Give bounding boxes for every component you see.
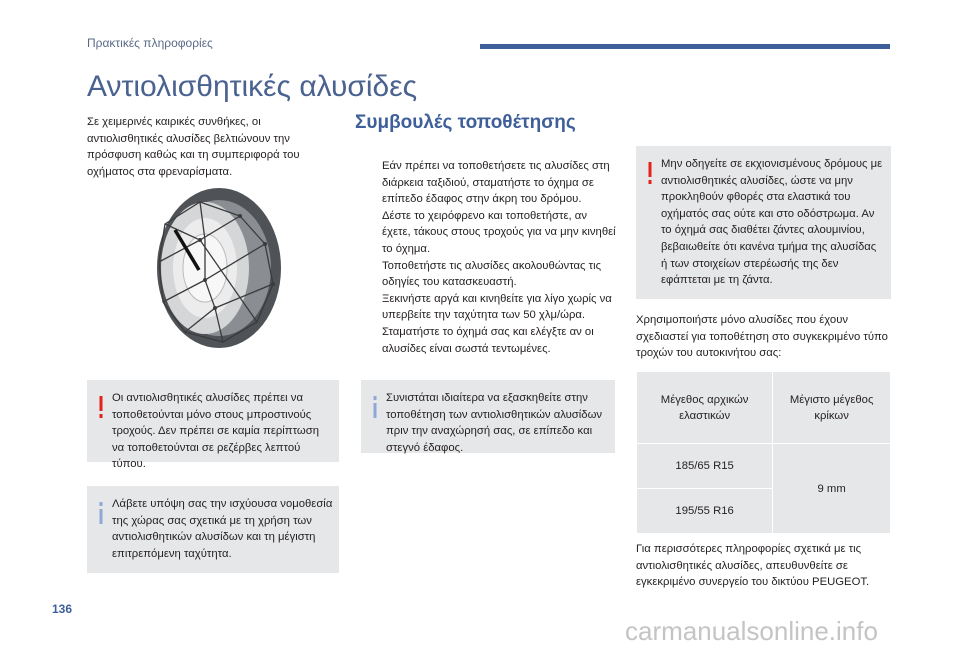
chain-size-table	[636, 371, 891, 534]
info-text: Συνιστάται ιδιαίτερα να εξασκηθείτε στην τοποθέτηση των αντιολισθητικών αλυσίδων πριν την αναχώρησή σας, σε επίπεδο και στεγνό έδαφος.	[386, 392, 603, 454]
tips-heading: Συμβουλές τοποθέτησης	[355, 112, 576, 133]
section-label: Πρακτικές πληροφορίες	[87, 36, 213, 50]
info-icon	[370, 396, 380, 420]
list-item	[363, 208, 618, 258]
info-note-legislation	[87, 486, 339, 573]
warning-text: Μην οδηγείτε σε εκχιονισμένους δρόμους με αντιολισθητικές αλυσίδες, ώστε να μην προκληθούν φθορές στα ελαστικά του οχήματός σας ούτε και στο οδόστρωμα. Αν το όχημά σας διαθέτει ζάντες αλουμινίου, βεβαιωθείτε ότι κανένα τμήμα της αλυσίδας ή των στοιχείων στερέωσής της δεν εφάπτεται με τη ζάντα.	[661, 158, 883, 287]
info-text: Λάβετε υπόψη σας την ισχύουσα νομοθεσία της χώρας σας σχετικά με τη χρήση των αντιολισθητικών αλυσίδων και τη μέγιστη επιτρεπόμενη ταχύτητα.	[112, 498, 333, 560]
list-item	[363, 158, 618, 208]
table-cell: 185/65 R15	[637, 444, 773, 489]
list-item-text: Τοποθετήστε τις αλυσίδες ακολουθώντας τις οδηγίες του κατασκευαστή.	[382, 259, 602, 289]
intro-text: Σε χειμερινές καιρικές συνθήκες, οι αντιολισθητικές αλυσίδες βελτιώνουν την πρόσφυση καθώς και τη συμπεριφορά του οχήματος στα φρεναρίσματα.	[87, 116, 300, 178]
more-info-text: Για περισσότερες πληροφορίες σχετικά με τις αντιολισθητικές αλυσίδες, απευθυνθείτε σε εγκεκριμένο συνεργείο του δικτύου PEUGEOT.	[636, 543, 870, 589]
list-item-text: Ξεκινήστε αργά και κινηθείτε για λίγο χωρίς να υπερβείτε την ταχύτητα των 50 χλμ/ώρα.	[382, 292, 612, 322]
list-item	[363, 324, 618, 357]
table-row	[637, 444, 891, 489]
list-item	[363, 258, 618, 291]
warning-text: Οι αντιολισθητικές αλυσίδες πρέπει να τοποθετούνται μόνο στους μπροστινούς τροχούς. Δεν πρέπει σε καμία περίπτωση να τοποθετούνται σε ρεζέρβες λεπτού τύπου.	[112, 392, 319, 471]
tips-list	[363, 158, 618, 357]
list-item-text: Δέστε το χειρόφρενο και τοποθετήστε, αν έχετε, τάκους στους τροχούς για να μην κινηθεί το όχημα.	[382, 209, 616, 255]
list-item-text: Εάν πρέπει να τοποθετήσετε τις αλυσίδες στη διάρκεια ταξιδιού, σταματήστε το όχημα σε επίπεδο έδαφος στην άκρη του δρόμου.	[382, 160, 610, 206]
info-icon	[96, 502, 106, 526]
tyre-with-snow-chains-icon	[145, 184, 285, 352]
list-item	[363, 291, 618, 324]
table-header-row	[637, 372, 891, 444]
warning-note-snow-roads	[636, 146, 891, 299]
table-header: Μέγεθος αρχικών ελαστικών	[637, 372, 773, 444]
page-number: 136	[52, 602, 73, 616]
list-item-text: Σταματήστε το όχημά σας και ελέγξτε αν οι αλυσίδες είναι σωστά τεντωμένες.	[382, 325, 594, 355]
usage-text: Χρησιμοποιήστε μόνο αλυσίδες που έχουν σχεδιαστεί για τοποθέτηση στο συγκεκριμένο τύπο τροχών του αυτοκινήτου σας:	[636, 314, 888, 360]
table-cell: 195/55 R16	[637, 489, 773, 534]
page-title: Αντιολισθητικές αλυσίδες	[87, 70, 418, 103]
header-bar	[480, 44, 890, 49]
warning-icon	[645, 162, 655, 186]
table-cell-max-link: 9 mm	[773, 444, 891, 534]
info-note-practice	[361, 380, 615, 453]
table-header: Μέγιστο μέγεθος κρίκων	[773, 372, 891, 444]
warning-icon	[96, 396, 106, 420]
warning-note-front-wheels	[87, 380, 339, 471]
watermark: carmanualsonline.info	[625, 616, 878, 646]
